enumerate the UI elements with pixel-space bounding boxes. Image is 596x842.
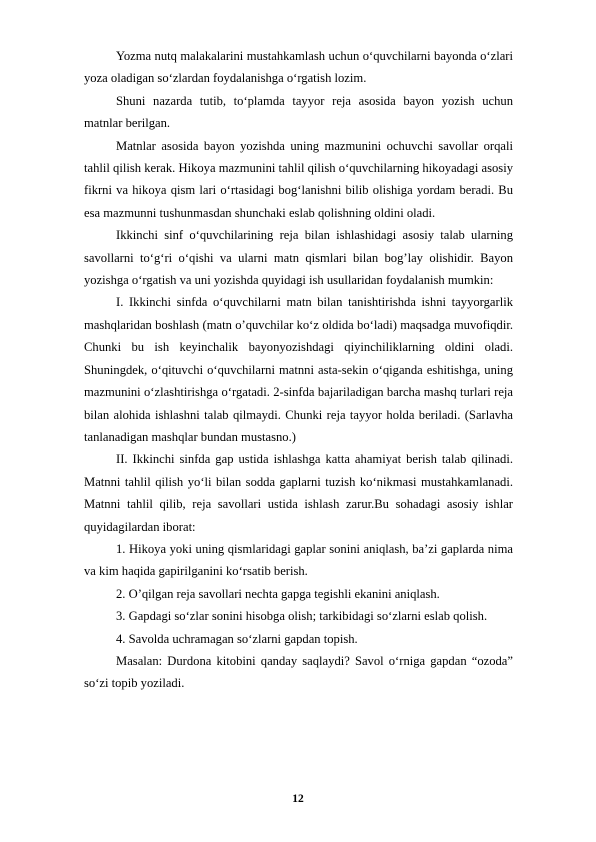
page-number: 12 — [292, 793, 304, 805]
paragraph: Matnlar asosida bayon yozishda uning mazmunini ochuvchi savollar orqali tahlil qilish kerak. Hikoya mazmunini tahlil qilish o‘quvchilarning hikoyadagi asosiy fikrni va hikoya qism lari o‘rtasidagi bog‘lanishni bilib olishiga yordam beradi. Bu esa mazmunni tushunmasdan shunchaki eslab qolishning oldini oladi. — [84, 138, 513, 220]
paragraph: Yozma nutq malakalarini mustahkamlash uchun o‘quvchilarni bayonda o‘zlari yoza oladigan so‘zlardan foydalanishga o‘rgatish lozim. — [84, 49, 513, 86]
paragraph: Shuni nazarda tutib, to‘plamda tayyor reja asosida bayon yozish uchun matnlar berilgan. — [84, 93, 513, 131]
list-item: 3. Gapdagi so‘zlar sonini hisobga olish; tarkibidagi so‘zlarni eslab qolish. — [116, 609, 488, 624]
list-item: 2. O’qilgan reja savollari nechta gapga tegishli ekanini aniqlash. — [116, 586, 440, 601]
document-body — [84, 45, 513, 695]
paragraph: Masalan: Durdona kitobini qanday saqlaydi? Savol o‘rniga gapdan “ozoda” so‘zi topib yoziladi. — [84, 653, 513, 691]
list-item: 4. Savolda uchramagan so‘zlarni gapdan topish. — [116, 631, 358, 646]
paragraph: II. Ikkinchi sinfda gap ustida ishlashga katta ahamiyat berish talab qilinadi. Matnni tahlil qilish yo‘li bilan sodda gaplarni tuzish ko‘nikmasi mustahkamlanadi. Matnni tahlil qilib, reja savollari ustida ishlash zarur.Bu sohadagi asosiy ishlar quyidagilardan iborat: — [84, 452, 513, 534]
paragraph: Ikkinchi sinf o‘quvchilarining reja bilan ishlashidagi asosiy talab ularning savollarni to‘g‘ri o‘qishi va ularni matn qismlari bilan bog’lay olishidir. Bayon yozishga o‘rgatish va uni yozishda quyidagi ish usullaridan foydalanish mumkin: — [84, 228, 513, 288]
paragraph: I. Ikkinchi sinfda o‘quvchilarni matn bilan tanishtirishda ishni tayyorgarlik mashqlaridan boshlash (matn o’quvchilar ko‘z oldida bo‘ladi) maqsadga muvofiqdir. Chunki bu ish keyinchalik bayonyozishdagi qiyinchiliklarning oldini oladi. Shuningdek, o‘qituvchi o‘quvchilarni matnni asta-sekin o‘qiganda eshitishga, uning mazmunini o‘zlashtirishga o‘rgatadi. 2-sinfda bajariladigan barcha mashq turlari reja bilan alohida ishlashni talab qilmaydi. Chunki reja tayyor holda beriladi. (Sarlavha tanlanadigan mashqlar bundan mustasno.) — [84, 295, 513, 444]
list-item: 1. Hikoya yoki uning qismlaridagi gaplar sonini aniqlash, ba’zi gaplarda nima va kim haqida gapirilganini ko‘rsatib berish. — [84, 541, 513, 579]
